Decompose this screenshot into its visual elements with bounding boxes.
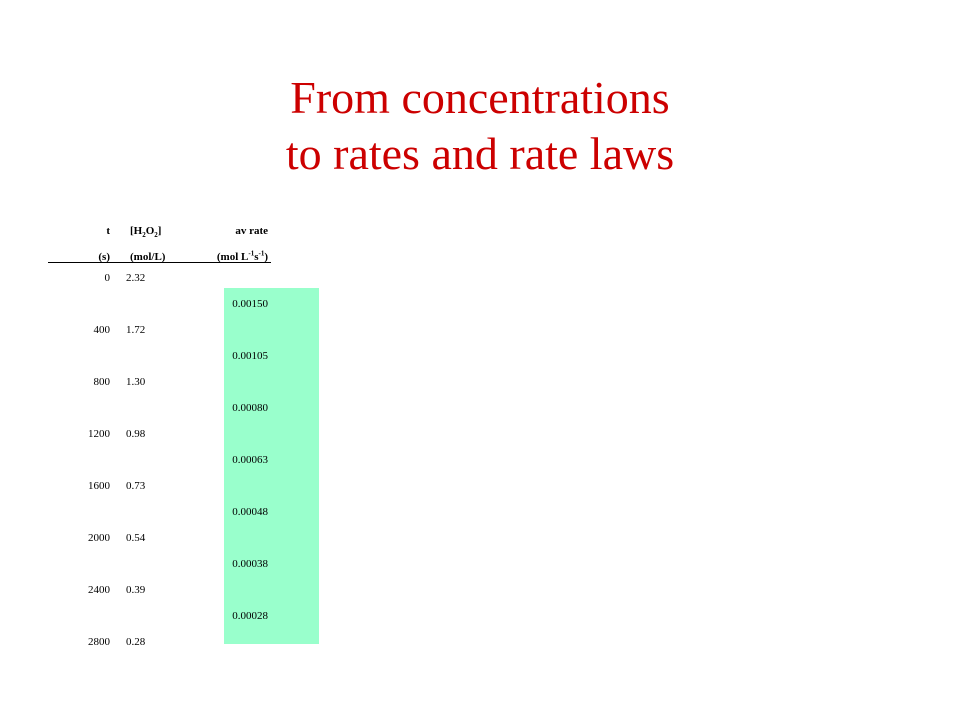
rate-value: 0.00063 — [232, 454, 268, 466]
rate-value: 0.00048 — [232, 506, 268, 518]
concentration-value: 0.28 — [126, 636, 146, 648]
concentration-value: 1.72 — [126, 324, 146, 336]
rate-value: 0.00080 — [232, 402, 268, 414]
time-value: 400 — [93, 324, 110, 336]
rate-table — [48, 0, 288, 720]
time-value: 2800 — [88, 636, 110, 648]
header-time: t — [106, 225, 110, 237]
time-value: 2400 — [88, 584, 110, 596]
header-time-unit: (s) — [98, 251, 110, 263]
concentration-value: 0.39 — [126, 584, 146, 596]
concentration-value: 2.32 — [126, 272, 146, 284]
time-value: 0 — [104, 272, 110, 284]
header-rate-unit: (mol $L^{-1}s^{-1}$) — [216, 249, 268, 263]
time-value: 1200 — [88, 428, 110, 440]
rate-value: 0.00028 — [232, 610, 268, 622]
time-value: 800 — [93, 376, 110, 388]
title-line-2: to rates and rate laws — [285, 128, 675, 179]
concentration-value: 1.30 — [126, 376, 146, 388]
time-value: 1600 — [88, 480, 110, 492]
rate-value: 0.00038 — [232, 558, 268, 570]
time-value: 2000 — [88, 532, 110, 544]
header-concentration: $[H_2O_2]$ — [130, 225, 162, 240]
title-line-1: From concentrations — [290, 72, 670, 123]
concentration-value: 0.98 — [126, 428, 146, 440]
concentration-value: 0.73 — [126, 480, 146, 492]
rate-value: 0.00105 — [232, 350, 268, 362]
concentration-value: 0.54 — [126, 532, 146, 544]
header-concentration-unit: (mol/L) — [130, 251, 166, 263]
header-rate: av rate — [235, 225, 268, 237]
rate-value: 0.00150 — [232, 298, 268, 310]
